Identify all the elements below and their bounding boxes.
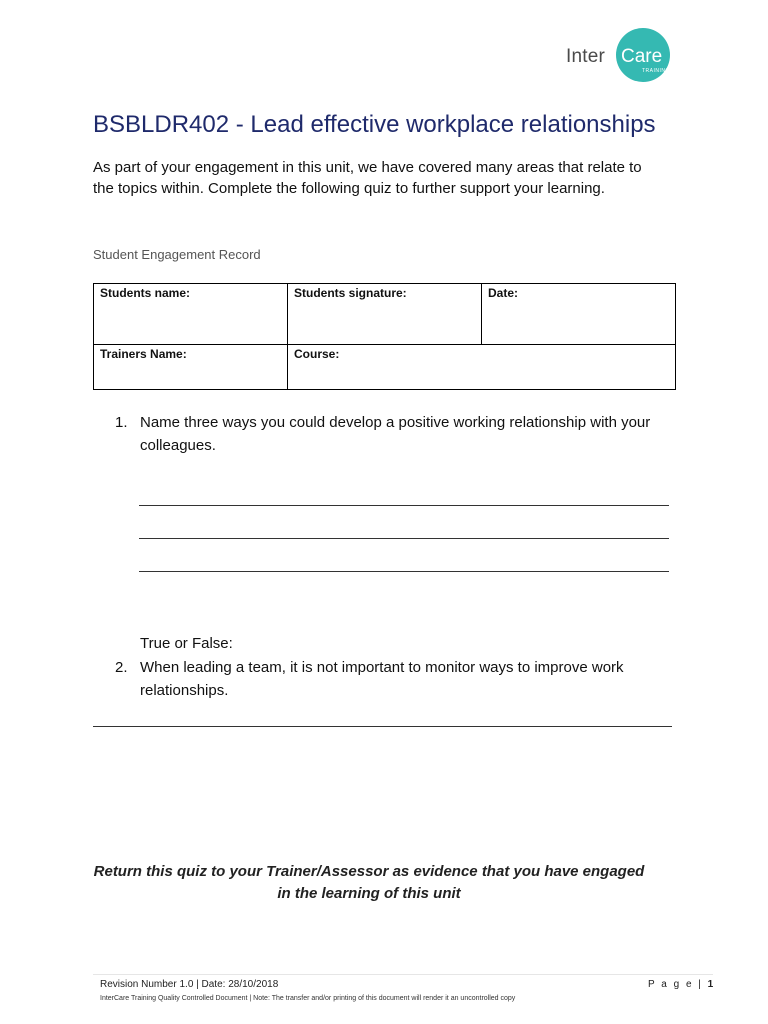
students-name-cell[interactable] — [94, 284, 288, 345]
engagement-record-label: Student Engagement Record — [93, 247, 261, 262]
question-text: When leading a team, it is not important to monitor ways to improve work relationships. — [140, 659, 624, 699]
students-name-label: Students name: — [100, 286, 191, 300]
footer-revision: Revision Number 1.0 | Date: 28/10/2018 — [100, 979, 279, 990]
true-false-label: True or False: — [140, 635, 233, 652]
page-number: 1 — [707, 979, 714, 990]
students-signature-label: Students signature: — [294, 286, 407, 300]
intro-paragraph: As part of your engagement in this unit, we have covered many areas that relate to the topics within. Complete the following quiz to further support your learning. — [93, 159, 642, 197]
footer-divider — [93, 974, 713, 975]
page-label: P a g e | — [648, 979, 703, 990]
question-1 — [115, 411, 680, 457]
logo-inter-text: Inter — [566, 46, 606, 67]
logo-sub-text: TRAINING — [642, 68, 670, 74]
students-signature-cell[interactable] — [288, 284, 482, 345]
intercare-logo — [563, 28, 673, 84]
answer-line[interactable] — [139, 571, 669, 572]
answer-line[interactable] — [139, 538, 669, 539]
question-number: 2. — [115, 659, 128, 676]
course-cell[interactable] — [288, 345, 676, 390]
trainers-name-label: Trainers Name: — [100, 347, 187, 361]
date-label: Date: — [488, 286, 519, 300]
engagement-record-table — [93, 283, 676, 390]
closing-instruction: Return this quiz to your Trainer/Assessor as evidence that you have engaged in the learning of this unit — [93, 863, 645, 902]
question-number: 1. — [115, 414, 128, 431]
footer-page — [648, 979, 713, 990]
trainers-name-cell[interactable] — [94, 345, 288, 390]
question-text: Name three ways you could develop a positive working relationship with your colleagues. — [140, 414, 651, 454]
answer-line[interactable] — [139, 505, 669, 506]
document-title: BSBLDR402 - Lead effective workplace relationships — [93, 111, 656, 138]
footer-note: InterCare Training Quality Controlled Document | Note: The transfer and/or printing of this document will render it an uncontrolled copy — [100, 995, 516, 1002]
date-cell[interactable] — [482, 284, 676, 345]
course-label: Course: — [294, 347, 340, 361]
answer-line[interactable] — [93, 726, 672, 727]
question-2 — [115, 656, 680, 702]
logo-care-text: Care — [621, 46, 663, 67]
